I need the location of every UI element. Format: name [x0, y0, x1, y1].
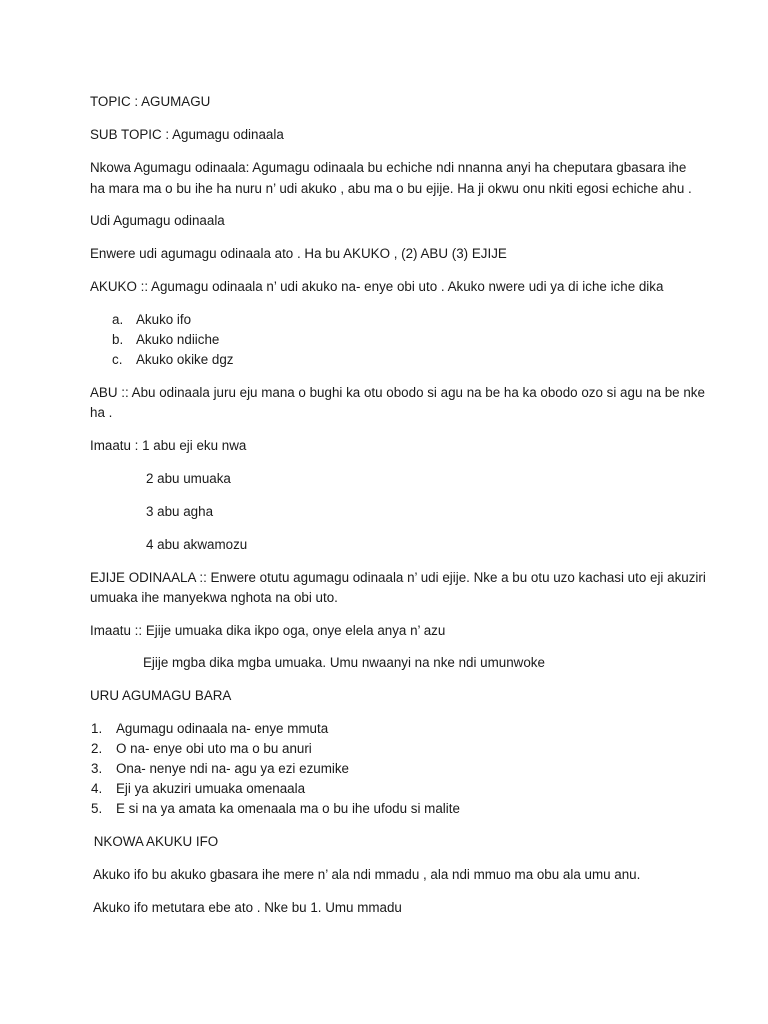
list-item-text: Agumagu odinaala na- enye mmuta — [116, 721, 329, 736]
abu-paragraph-line-2: ha . — [90, 405, 113, 420]
imaatu-abu-item: 3 abu agha — [146, 504, 214, 519]
list-marker: a. — [112, 312, 124, 327]
topic-heading: TOPIC : AGUMAGU — [90, 94, 211, 109]
imaatu-abu-first: Imaatu : 1 abu eji eku nwa — [90, 438, 247, 453]
enwere-udi-line: Enwere udi agumagu odinaala ato . Ha bu AKUKO , (2) ABU (3) EJIJE — [90, 246, 507, 261]
imaatu-abu-item: 2 abu umuaka — [146, 471, 231, 486]
akuko-ifo-description: Akuko ifo bu akuko gbasara ihe mere n’ ala ndi mmadu , ala ndi mmuo ma obu ala umu anu. — [93, 867, 641, 882]
list-item-text: E si na ya amata ka omenaala ma o bu ihe ufodu si malite — [116, 801, 460, 816]
list-item-text: Akuko ifo — [136, 312, 192, 327]
list-marker: 5. — [91, 801, 103, 816]
list-marker: 2. — [91, 741, 103, 756]
list-marker: 1. — [91, 721, 103, 736]
list-marker: 3. — [91, 761, 103, 776]
list-marker: b. — [112, 332, 124, 347]
list-marker: 4. — [91, 781, 103, 796]
akuko-ifo-types: Akuko ifo metutara ebe ato . Nke bu 1. Umu mmadu — [93, 900, 402, 915]
list-item-text: Ona- nenye ndi na- agu ya ezi ezumike — [116, 761, 349, 776]
list-item-text: O na- enye obi uto ma o bu anuri — [116, 741, 312, 756]
list-item-text: Eji ya akuziri umuaka omenaala — [116, 781, 306, 796]
list-item-text: Akuko okike dgz — [136, 352, 234, 367]
imaatu-abu-item: 4 abu akwamozu — [146, 537, 248, 552]
sub-topic-heading: SUB TOPIC : Agumagu odinaala — [90, 127, 284, 142]
imaatu-ejije-first: Imaatu :: Ejije umuaka dika ikpo oga, onye elela anya n’ azu — [90, 623, 446, 638]
uru-heading: URU AGUMAGU BARA — [90, 688, 232, 703]
imaatu-ejije-second: Ejije mgba dika mgba umuaka. Umu nwaanyi na nke ndi umunwoke — [143, 655, 545, 670]
udi-heading: Udi Agumagu odinaala — [90, 213, 225, 228]
akuko-definition: AKUKO :: Agumagu odinaala n’ udi akuko na- enye obi uto . Akuko nwere udi ya di iche iche dika — [90, 279, 664, 294]
nkowa-paragraph-line-1: Nkowa Agumagu odinaala: Agumagu odinaala bu echiche ndi nnanna anyi ha cheputara gbasara ihe — [90, 160, 687, 175]
ejije-paragraph-line-2: umuaka ihe manyekwa nghota na obi uto. — [90, 590, 338, 605]
list-item-text: Akuko ndiiche — [136, 332, 220, 347]
ejije-paragraph-line-1: EJIJE ODINAALA :: Enwere otutu agumagu odinaala n’ udi ejije. Nke a bu otu uzo kachasi uto eji akuziri — [90, 570, 706, 585]
nkowa-akuku-heading: NKOWA AKUKU IFO — [90, 834, 219, 849]
abu-paragraph-line-1: ABU :: Abu odinaala juru eju mana o bughi ka otu obodo si agu na be ha ka obodo ozo si agu na be nke — [90, 385, 705, 400]
list-marker: c. — [112, 352, 123, 367]
nkowa-paragraph-line-2: ha mara ma o bu ihe ha nuru n’ udi akuko , abu ma o bu ejije. Ha ji okwu onu nkiti egosi echiche ahu . — [90, 181, 692, 196]
